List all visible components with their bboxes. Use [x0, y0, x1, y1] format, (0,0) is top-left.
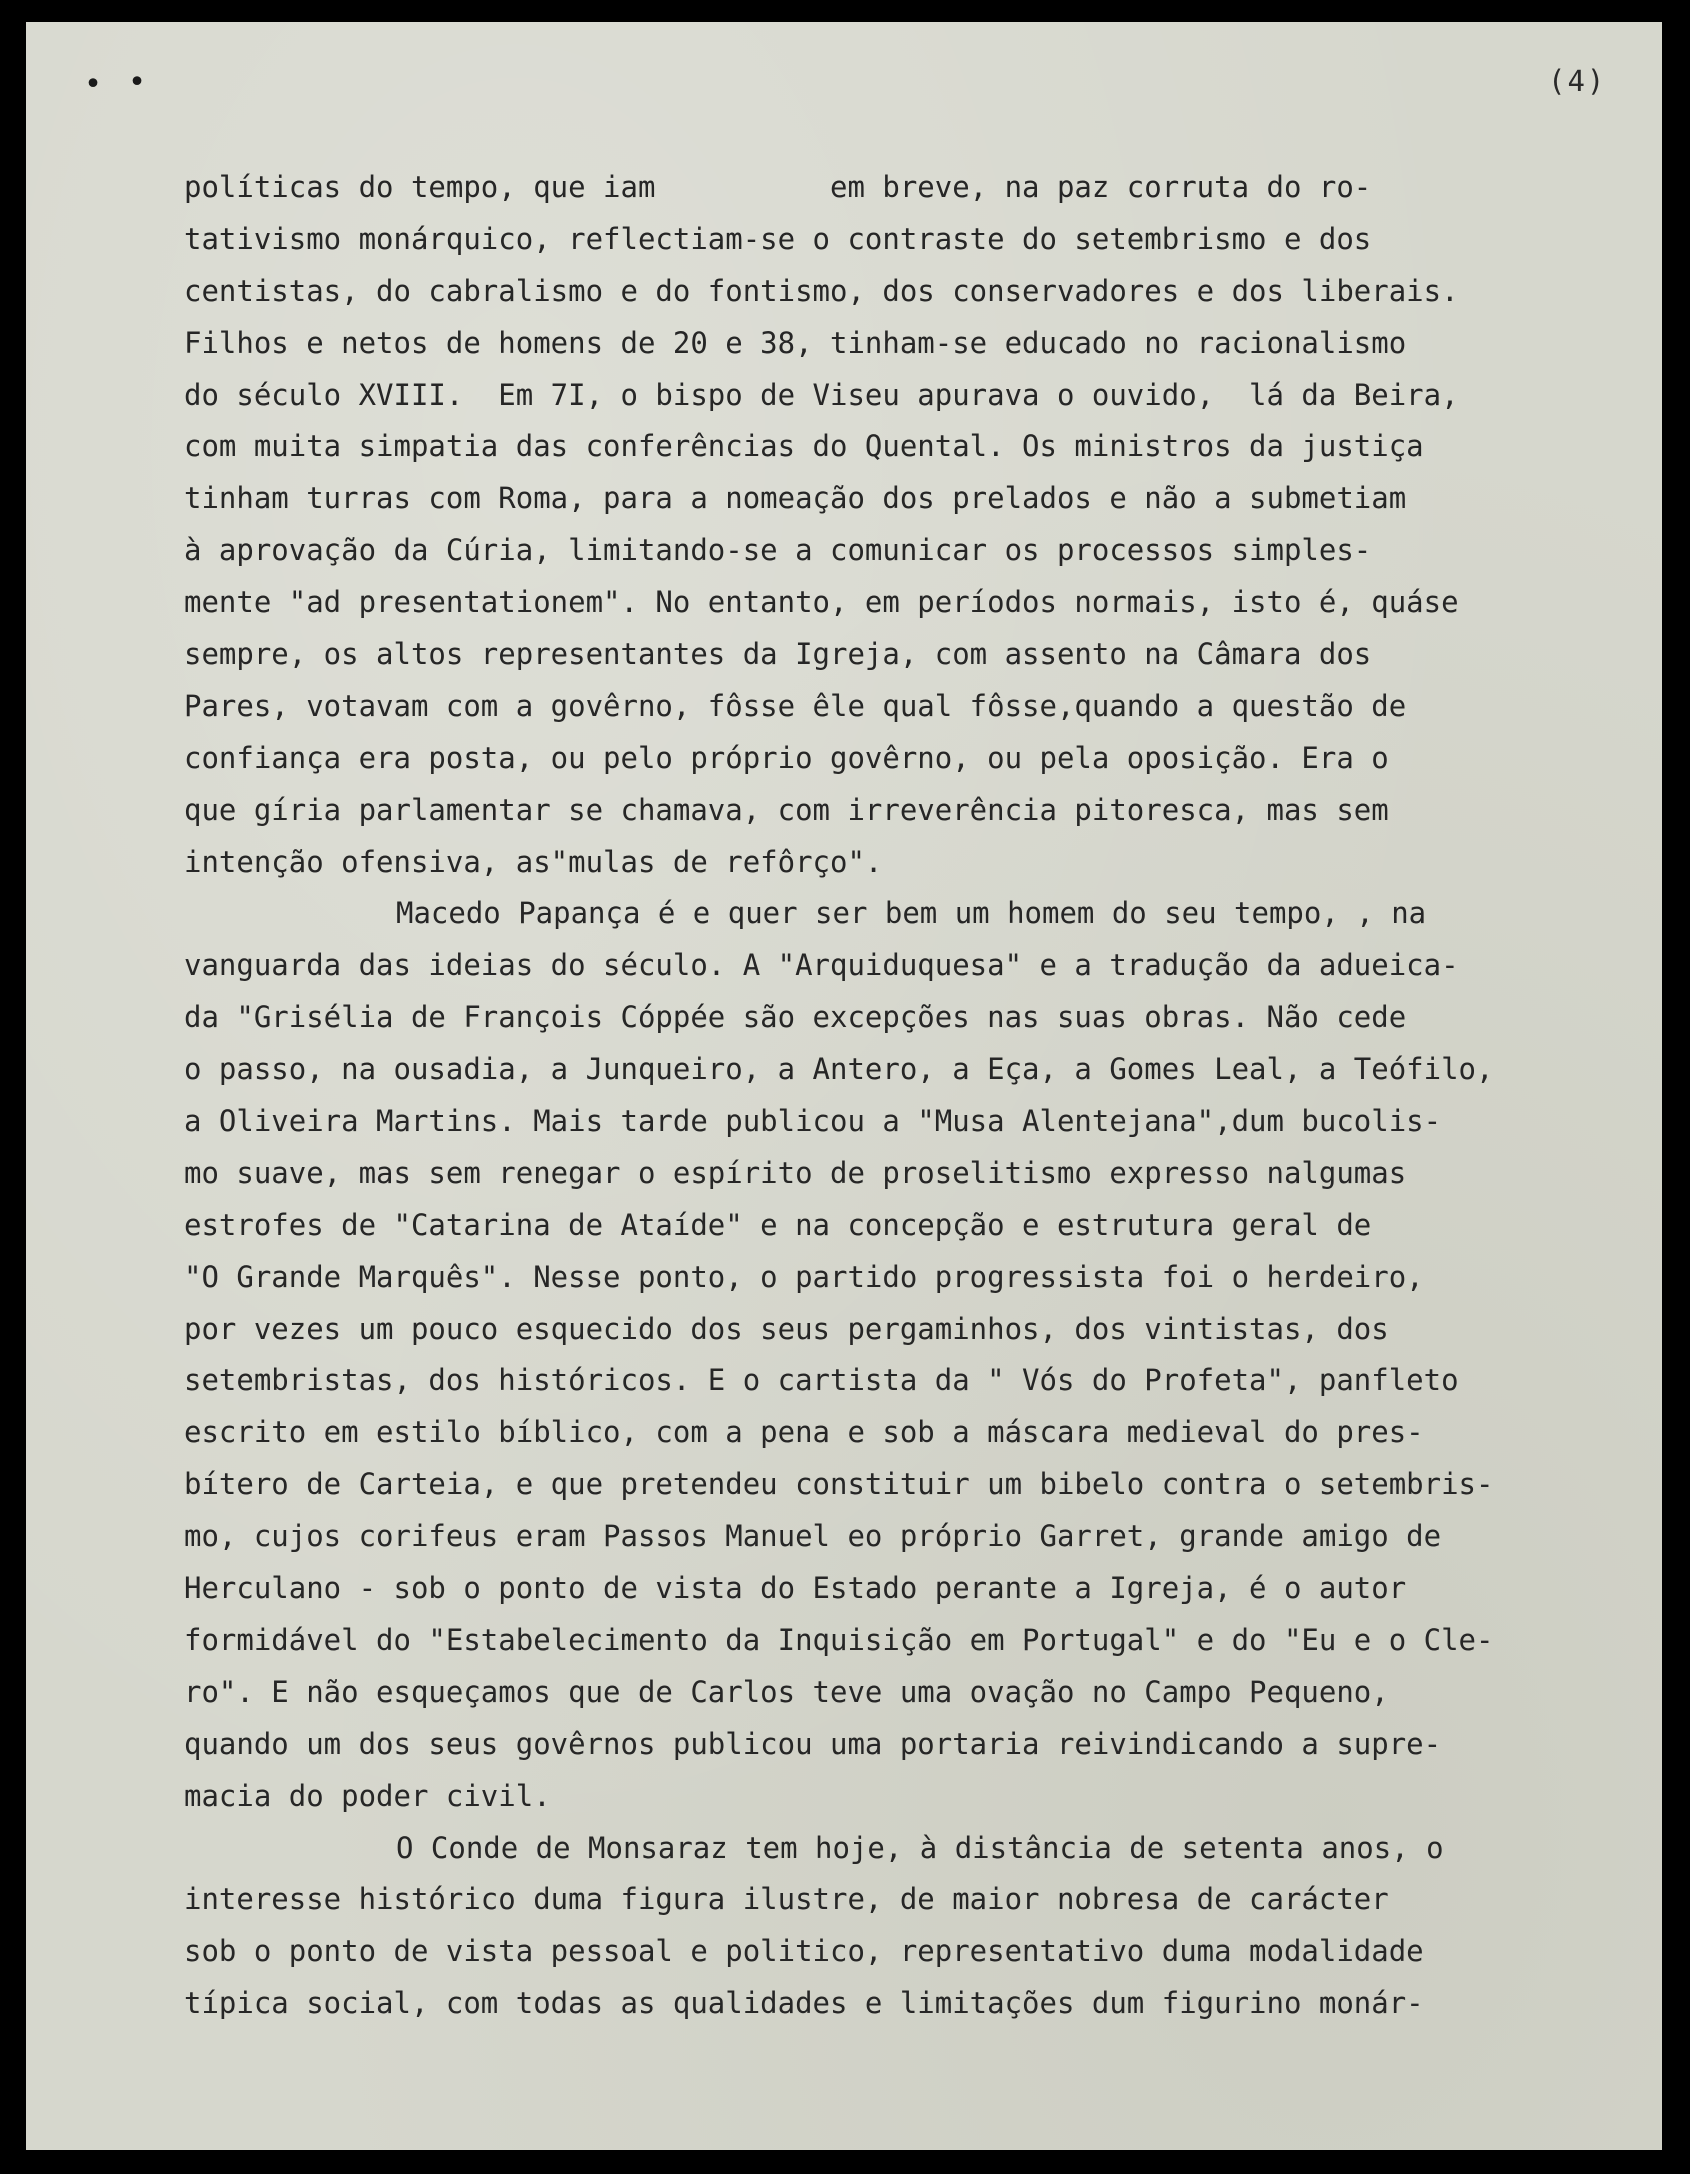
text-line: o passo, na ousadia, a Junqueiro, a Antero, a Eça, a Gomes Leal, a Teófilo,: [184, 1052, 1494, 1087]
text-line: sob o ponto de vista pessoal e politico, representativo duma modalidade: [184, 1934, 1424, 1969]
text-line: quando um dos seus govêrnos publicou uma portaria reivindicando a supre-: [184, 1726, 1442, 1761]
text-line: por vezes um pouco esquecido dos seus pergaminhos, dos vintistas, dos: [184, 1311, 1389, 1346]
text-line: "O Grande Marquês". Nesse ponto, o partido progressista foi o herdeiro,: [184, 1259, 1424, 1294]
text-line: mo, cujos corifeus eram Passos Manuel eo próprio Garret, grande amigo de: [184, 1519, 1442, 1554]
text-line: Herculano - sob o ponto de vista do Estado perante a Igreja, é o autor: [184, 1571, 1407, 1606]
text-line: macia do poder civil.: [184, 1778, 551, 1813]
text-line: a Oliveira Martins. Mais tarde publicou a "Musa Alentejana",dum bucolis-: [184, 1104, 1442, 1139]
text-line: intenção ofensiva, as"mulas de refôrço".: [184, 844, 883, 879]
text-line: da "Grisélia de François Cóppée são excepções nas suas obras. Não cede: [184, 1000, 1407, 1035]
text-line: Pares, votavam com a govêrno, fôsse êle qual fôsse,quando a questão de: [184, 688, 1407, 723]
text-line: tinham turras com Roma, para a nomeação dos prelados e não a submetiam: [184, 481, 1407, 516]
text-line: Macedo Papança é e quer ser bem um homem do seu tempo, , na: [396, 896, 1427, 931]
text-line: formidável do "Estabelecimento da Inquisição em Portugal" e do "Eu e o Cle-: [184, 1622, 1494, 1657]
text-line: mo suave, mas sem renegar o espírito de proselitismo expresso nalgumas: [184, 1155, 1407, 1190]
text-line: à aprovação da Cúria, limitando-se a comunicar os processos simples-: [184, 533, 1372, 568]
text-line: setembristas, dos históricos. E o cartista da " Vós do Profeta", panfleto: [184, 1363, 1459, 1398]
text-line: vanguarda das ideias do século. A "Arquiduquesa" e a tradução da adueica-: [184, 948, 1459, 983]
text-line: tativismo monárquico, reflectiam-se o contraste do setembrismo e dos: [184, 221, 1372, 256]
text-line: ro". E não esqueçamos que de Carlos teve uma ovação no Campo Pequeno,: [184, 1674, 1389, 1709]
body-text: [184, 162, 1662, 2030]
text-line: estrofes de "Catarina de Ataíde" e na concepção e estrutura geral de: [184, 1207, 1372, 1242]
text-line: O Conde de Monsaraz tem hoje, à distância de setenta anos, o: [396, 1830, 1444, 1865]
text-line: típica social, com todas as qualidades e limitações dum figurino monár-: [184, 1986, 1424, 2021]
ink-dot-mark: •: [128, 65, 147, 100]
text-line: do século XVIII. Em 7I, o bispo de Viseu apurava o ouvido, lá da Beira,: [184, 377, 1459, 412]
text-line: mente "ad presentationem". No entanto, em períodos normais, isto é, quáse: [184, 585, 1459, 620]
typewritten-page: [26, 22, 1662, 2150]
text-line: com muita simpatia das conferências do Quental. Os ministros da justiça: [184, 429, 1424, 464]
text-line: confiança era posta, ou pelo próprio govêrno, ou pela oposição. Era o: [184, 740, 1389, 775]
text-line: políticas do tempo, que iam em breve, na paz corruta do ro-: [184, 170, 1372, 204]
text-line: sempre, os altos representantes da Igreja, com assento na Câmara dos: [184, 637, 1372, 672]
text-line: interesse histórico duma figura ilustre, de maior nobresa de carácter: [184, 1882, 1389, 1917]
text-line: que gíria parlamentar se chamava, com irreverência pitoresca, mas sem: [184, 792, 1389, 827]
text-line: centistas, do cabralismo e do fontismo, dos conservadores e dos liberais.: [184, 273, 1459, 308]
page-number: (4): [1548, 64, 1607, 98]
text-line: bítero de Carteia, e que pretendeu constituir um bibelo contra o setembris-: [184, 1467, 1494, 1502]
ink-dot-mark: •: [84, 67, 103, 102]
text-line: escrito em estilo bíblico, com a pena e sob a máscara medieval do pres-: [184, 1415, 1424, 1450]
text-line: Filhos e netos de homens de 20 e 38, tinham-se educado no racionalismo: [184, 325, 1407, 360]
